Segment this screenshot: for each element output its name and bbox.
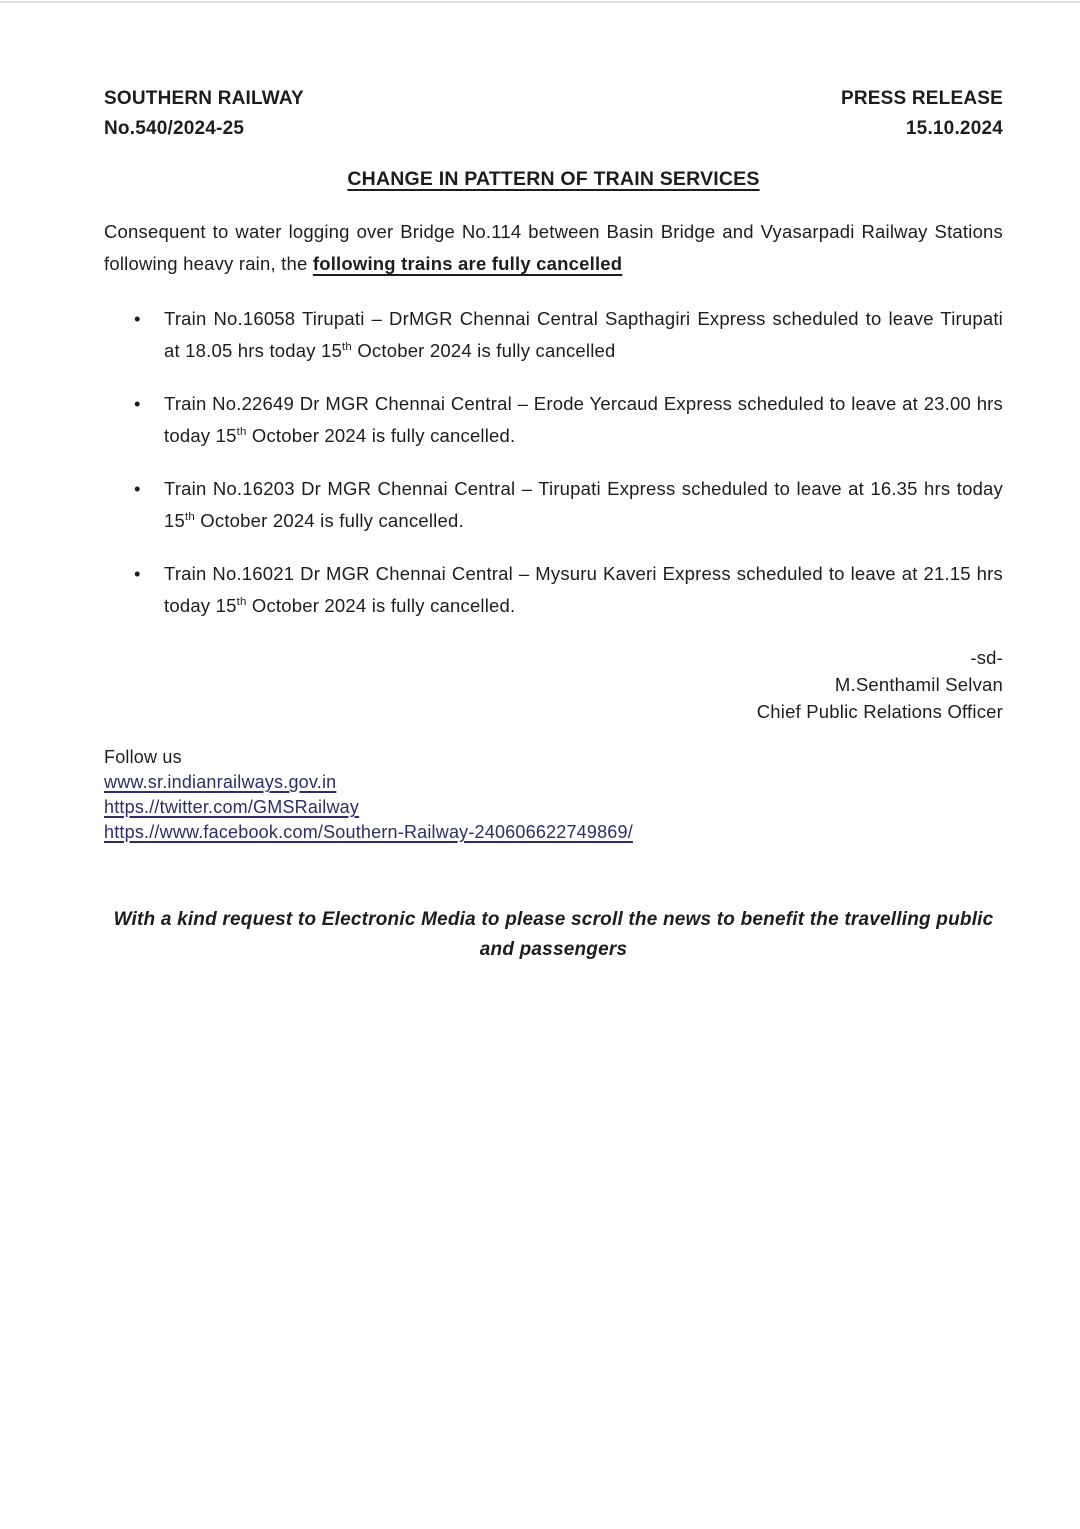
train-cancellation-item bbox=[104, 303, 1003, 367]
bullet-text-block bbox=[164, 473, 1003, 537]
twitter-link[interactable]: https.//twitter.com/GMSRailway bbox=[104, 797, 360, 817]
org-name: SOUTHERN RAILWAY bbox=[104, 88, 304, 109]
signature-block bbox=[104, 644, 1003, 725]
intro-emphasis: following trains are fully cancelled bbox=[312, 253, 623, 274]
bullet-text: Train No.16058 Tirupati – DrMGR Chennai Central Sapthagiri Express scheduled to leave Tirupati at 18.05 hrs today 15 bbox=[164, 308, 1003, 361]
bullet-text-block bbox=[164, 558, 1003, 622]
intro-text: Consequent to water logging over Bridge No.114 between Basin Bridge and Vyasarpadi Railway Stations following heavy rain, the bbox=[104, 221, 1003, 274]
title-row bbox=[104, 166, 1003, 192]
facebook-link[interactable]: https.//www.facebook.com/Southern-Railway-240606622749869/ bbox=[104, 822, 633, 842]
ordinal-superscript: th bbox=[184, 510, 195, 523]
ref-number: No.540/2024-25 bbox=[104, 118, 245, 139]
follow-us-label: Follow us bbox=[104, 747, 182, 767]
document-title: CHANGE IN PATTERN OF TRAIN SERVICES bbox=[347, 168, 760, 190]
bullet-icon: • bbox=[134, 393, 141, 414]
document-header bbox=[104, 84, 1003, 144]
ordinal-superscript: th bbox=[236, 425, 247, 438]
link-row bbox=[104, 795, 1003, 820]
page-top-edge bbox=[0, 1, 1080, 3]
header-left bbox=[104, 84, 304, 144]
bullet-icon: • bbox=[134, 308, 141, 329]
train-cancellation-item bbox=[104, 558, 1003, 622]
signature-designation: Chief Public Relations Officer bbox=[756, 701, 1003, 722]
bullet-icon: • bbox=[134, 478, 141, 499]
bullet-text-cont: October 2024 is fully cancelled. bbox=[194, 510, 464, 531]
cancelled-trains-list bbox=[104, 303, 1003, 622]
train-cancellation-item bbox=[104, 473, 1003, 537]
signature-sd: -sd- bbox=[970, 647, 1003, 668]
header-right bbox=[841, 84, 1003, 144]
bullet-text: Train No.16021 Dr MGR Chennai Central – Mysuru Kaveri Express scheduled to leave at 21.15 hrs today 15 bbox=[164, 563, 1003, 616]
bullet-icon: • bbox=[134, 563, 141, 584]
bullet-text: Train No.22649 Dr MGR Chennai Central – Erode Yercaud Express scheduled to leave at 23.00 hrs today 15 bbox=[164, 393, 1003, 446]
ordinal-superscript: th bbox=[342, 340, 352, 353]
ordinal-superscript: th bbox=[236, 595, 247, 608]
bullet-text: Train No.16203 Dr MGR Chennai Central – Tirupati Express scheduled to leave at 16.35 hrs today 15 bbox=[164, 478, 1003, 531]
bullet-text-cont: October 2024 is fully cancelled bbox=[352, 340, 616, 361]
release-date: 15.10.2024 bbox=[905, 118, 1003, 139]
signature-name: M.Senthamil Selvan bbox=[834, 674, 1003, 695]
link-row bbox=[104, 820, 1003, 845]
intro-paragraph bbox=[104, 216, 1003, 280]
bullet-text-block bbox=[164, 388, 1003, 452]
press-release-label: PRESS RELEASE bbox=[840, 88, 1003, 109]
bullet-text-block bbox=[164, 303, 1003, 367]
bullet-text-cont: October 2024 is fully cancelled. bbox=[246, 595, 516, 616]
link-row bbox=[104, 770, 1003, 795]
follow-section bbox=[104, 745, 1003, 845]
website-link[interactable]: www.sr.indianrailways.gov.in bbox=[104, 772, 337, 792]
train-cancellation-item bbox=[104, 388, 1003, 452]
media-request-note: With a kind request to Electronic Media to please scroll the news to benefit the travelling public and passengers bbox=[113, 909, 994, 960]
bullet-text-cont: October 2024 is fully cancelled. bbox=[246, 425, 516, 446]
